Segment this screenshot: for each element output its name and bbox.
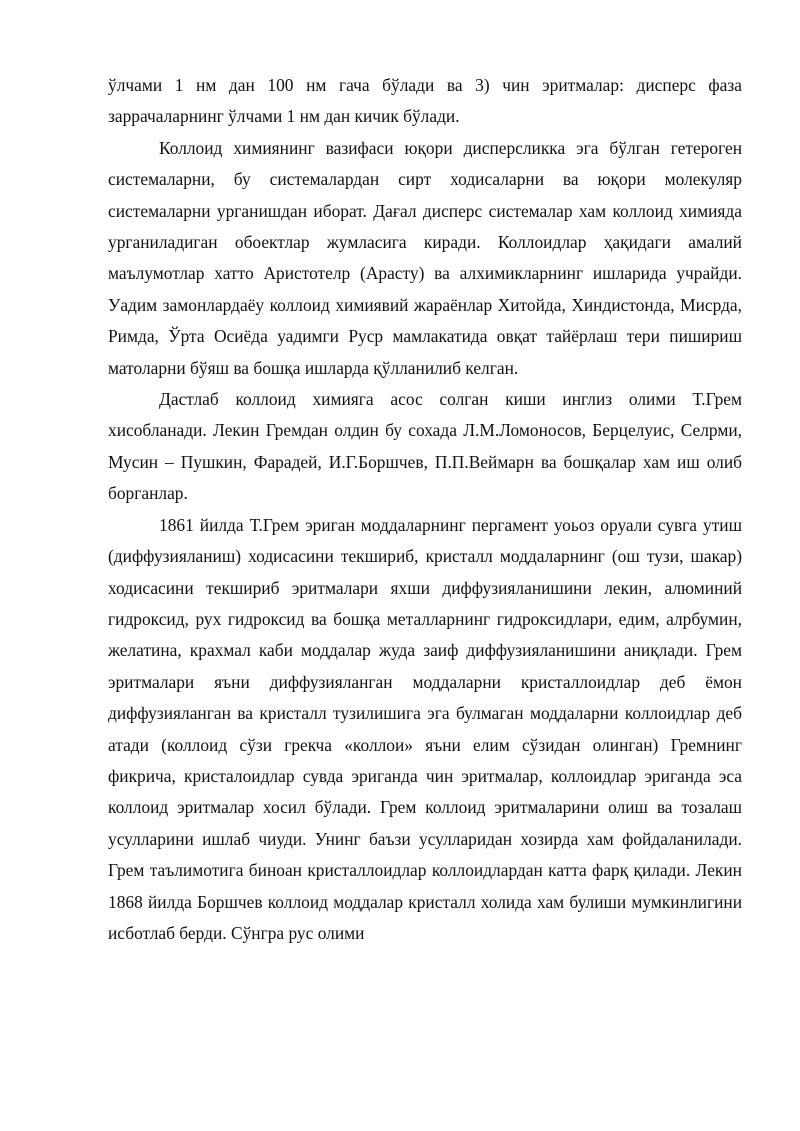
document-page [108, 70, 742, 949]
paragraph-graham-founder: Дастлаб коллоид химияга асос солган киши инглиз олими Т.Грем хисобланади. Лекин Гремдан олдин бу сохада Л.М.Ломоносов, Берцелуис, Селрми, Мусин – Пушкин, Фарадей, И.Г.Боршчев, П.П.Веймарн ва бошқалар хам иш олиб борганлар. [108, 389, 742, 504]
paragraph-continuation: ўлчами 1 нм дан 100 нм гача бўлади ва 3) чин эритмалар: дисперс фаза заррачаларнинг ўлчами 1 нм дан кичик бўлади. [108, 75, 742, 127]
paragraph-colloid-chemistry-tasks: Коллоид химиянинг вазифаси юқори дисперсликка эга бўлган гетероген системаларни, бу системалардан сирт ходисаларни ва юқори молекуляр системаларни урганишдан иборат. Дағал дисперс системалар хам коллоид химияда урганиладиган обоектлар жумласига киради. Коллоидлар ҳақидаги амалий маълумотлар хатто Аристотелр (Арасту) ва алхимикларнинг ишларида учрайди. Уадим замонлардаёу коллоид химиявий жараёнлар Хитойда, Хиндистонда, Мисрда, Римда, Ўрта Осиёда уадимги Руср мамлакатида овқат тайёрлаш тери пишириш матоларни бўяш ва бошқа ишларда қўлланилиб келган. [108, 137, 742, 378]
paragraph-graham-1861: 1861 йилда Т.Грем эриган моддаларнинг пергамент уоьоз оруали сувга утиш (диффузияланиш) ходисасини текшириб, кристалл моддаларнинг (ош тузи, шакар) ходисасини текшириб эритмалари яхши диффузияланишини лекин, алюминий гидроксид, рух гидроксид ва бошқа металларнинг гидроксидлари, едим, алрбумин, желатина, крахмал каби моддалар жуда заиф диффузияланишини аниқлади. Грем эритмалари яъни диффузияланган моддаларни кристаллоидлар деб ёмон диффузияланган ва кристалл тузилишига эга булмаган моддаларни коллоидлар деб атади (коллоид сўзи грекча «коллои» яъни елим сўзидан олинган) Гремнинг фикрича, кристалоидлар сувда эриганда чин эритмалар, коллоидлар эриганда эса коллоид эритмалар хосил бўлади. Грем коллоид эритмаларини олиш ва тозалаш усулларини ишлаб чиуди. Унинг баъзи усулларидан хозирда хам фойдаланилади. Грем таълимотига биноан кристаллоидлар коллоидлардан катта фарқ қилади. Лекин 1868 йилда Боршчев коллоид моддалар кристалл холида хам булиши мумкинлигини исботлаб берди. Сўнгра рус олими [108, 514, 742, 943]
